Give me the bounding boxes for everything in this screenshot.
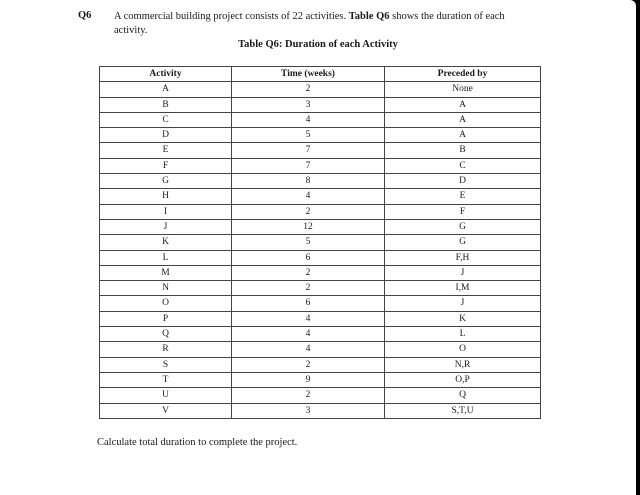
table-row xyxy=(100,403,541,418)
table-row xyxy=(100,158,541,173)
question-text-part2: shows the duration of each activity. xyxy=(114,11,505,36)
time-cell: 4 xyxy=(232,327,385,342)
time-cell: 2 xyxy=(232,204,385,219)
activity-cell: Q xyxy=(100,327,232,342)
table-row xyxy=(100,296,541,311)
time-cell: 5 xyxy=(232,128,385,143)
predecessor-cell: A xyxy=(385,128,541,143)
predecessor-cell: None xyxy=(385,82,541,97)
predecessor-cell: Q xyxy=(385,388,541,403)
predecessor-cell: O,P xyxy=(385,372,541,387)
activity-cell: R xyxy=(100,342,232,357)
predecessor-cell: A xyxy=(385,97,541,112)
header-activity: Activity xyxy=(100,67,232,82)
time-cell: 2 xyxy=(232,281,385,296)
activity-cell: K xyxy=(100,235,232,250)
table-row xyxy=(100,204,541,219)
predecessor-cell: C xyxy=(385,158,541,173)
activity-cell: L xyxy=(100,250,232,265)
question-text-part1: A commercial building project consists of 22 activities. xyxy=(114,11,347,22)
table-header-row xyxy=(100,67,541,82)
time-cell: 3 xyxy=(232,97,385,112)
table-row xyxy=(100,281,541,296)
activity-cell: I xyxy=(100,204,232,219)
table-row xyxy=(100,265,541,280)
activity-cell: O xyxy=(100,296,232,311)
predecessor-cell: G xyxy=(385,235,541,250)
table-row xyxy=(100,342,541,357)
table-row xyxy=(100,143,541,158)
table-title: Table Q6: Duration of each Activity xyxy=(238,39,398,50)
activity-cell: M xyxy=(100,265,232,280)
predecessor-cell: D xyxy=(385,174,541,189)
table-row xyxy=(100,235,541,250)
time-cell: 4 xyxy=(232,342,385,357)
question-text-table-ref: Table Q6 xyxy=(348,11,390,22)
time-cell: 2 xyxy=(232,357,385,372)
time-cell: 6 xyxy=(232,250,385,265)
time-cell: 7 xyxy=(232,158,385,173)
activity-cell: N xyxy=(100,281,232,296)
question-text xyxy=(114,10,534,38)
table-row xyxy=(100,250,541,265)
activity-cell: B xyxy=(100,97,232,112)
header-time-weeks: Time (weeks) xyxy=(232,67,385,82)
table-row xyxy=(100,311,541,326)
predecessor-cell: E xyxy=(385,189,541,204)
time-cell: 2 xyxy=(232,82,385,97)
activity-cell: T xyxy=(100,372,232,387)
activity-cell: P xyxy=(100,311,232,326)
question-number: Q6 xyxy=(78,10,92,21)
predecessor-cell: F,H xyxy=(385,250,541,265)
predecessor-cell: K xyxy=(385,311,541,326)
time-cell: 3 xyxy=(232,403,385,418)
duration-table xyxy=(99,66,541,419)
predecessor-cell: S,T,U xyxy=(385,403,541,418)
predecessor-cell: O xyxy=(385,342,541,357)
activity-cell: D xyxy=(100,128,232,143)
activity-cell: U xyxy=(100,388,232,403)
activity-cell: E xyxy=(100,143,232,158)
predecessor-cell: F xyxy=(385,204,541,219)
time-cell: 8 xyxy=(232,174,385,189)
predecessor-cell: G xyxy=(385,219,541,234)
time-cell: 6 xyxy=(232,296,385,311)
table-row xyxy=(100,189,541,204)
predecessor-cell: I,M xyxy=(385,281,541,296)
time-cell: 4 xyxy=(232,311,385,326)
time-cell: 5 xyxy=(232,235,385,250)
time-cell: 4 xyxy=(232,189,385,204)
time-cell: 12 xyxy=(232,219,385,234)
activity-cell: J xyxy=(100,219,232,234)
table-row xyxy=(100,112,541,127)
activity-cell: G xyxy=(100,174,232,189)
table-body xyxy=(100,82,541,419)
table-row xyxy=(100,97,541,112)
time-cell: 2 xyxy=(232,265,385,280)
activity-cell: F xyxy=(100,158,232,173)
table-row xyxy=(100,128,541,143)
predecessor-cell: J xyxy=(385,265,541,280)
table-row xyxy=(100,388,541,403)
time-cell: 9 xyxy=(232,372,385,387)
table-row xyxy=(100,82,541,97)
predecessor-cell: L xyxy=(385,327,541,342)
question-instruction: Calculate total duration to complete the project. xyxy=(97,437,298,448)
table-row xyxy=(100,327,541,342)
activity-cell: S xyxy=(100,357,232,372)
activity-cell: H xyxy=(100,189,232,204)
activity-cell: A xyxy=(100,82,232,97)
predecessor-cell: N,R xyxy=(385,357,541,372)
predecessor-cell: A xyxy=(385,112,541,127)
activity-cell: C xyxy=(100,112,232,127)
predecessor-cell: B xyxy=(385,143,541,158)
time-cell: 4 xyxy=(232,112,385,127)
table-row xyxy=(100,219,541,234)
table-row xyxy=(100,372,541,387)
time-cell: 2 xyxy=(232,388,385,403)
header-preceded-by: Preceded by xyxy=(385,67,541,82)
activity-cell: V xyxy=(100,403,232,418)
time-cell: 7 xyxy=(232,143,385,158)
table-row xyxy=(100,357,541,372)
predecessor-cell: J xyxy=(385,296,541,311)
table-row xyxy=(100,174,541,189)
